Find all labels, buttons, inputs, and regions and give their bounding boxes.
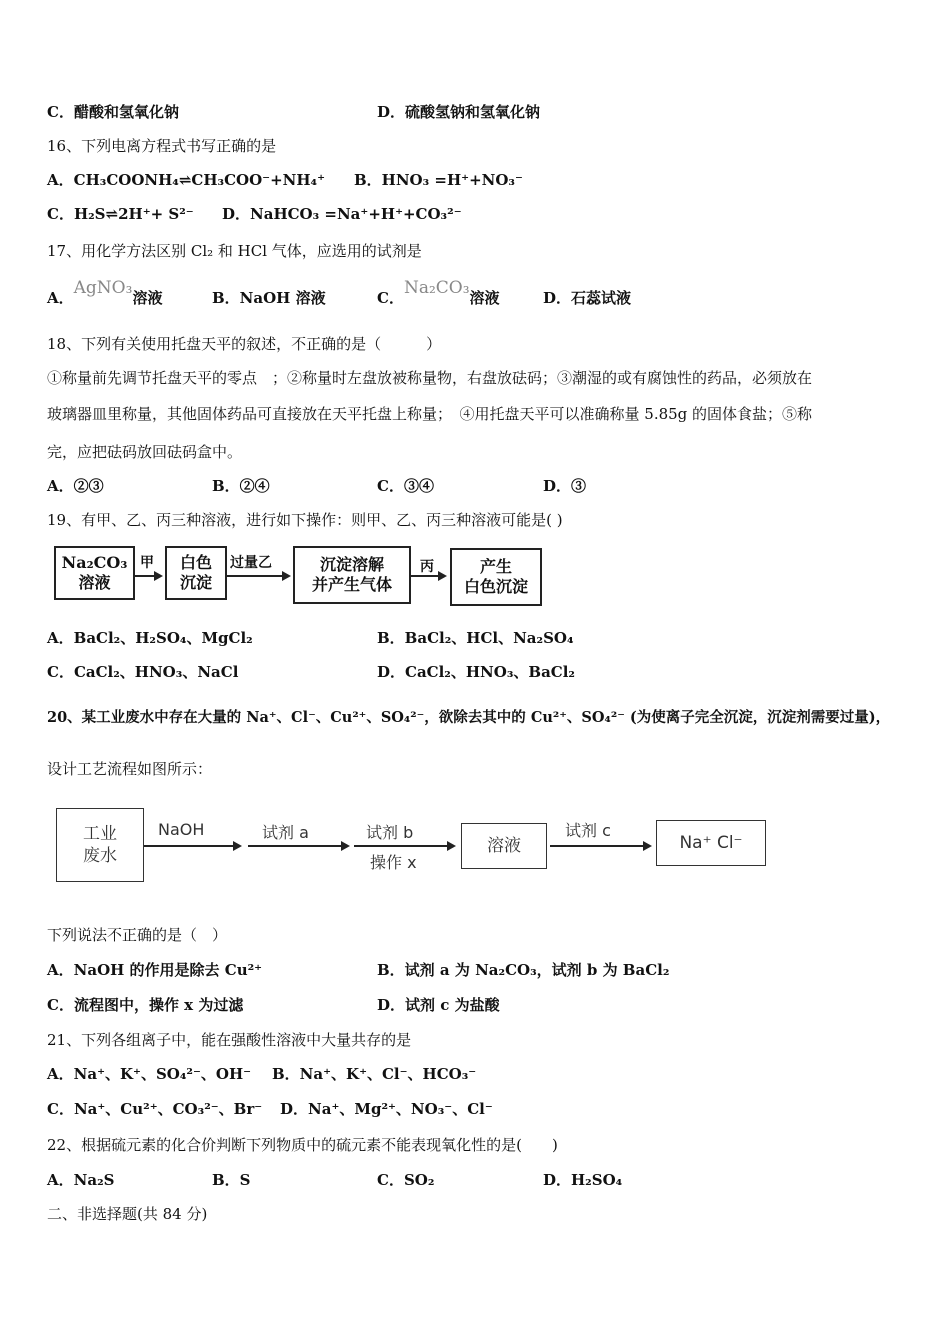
q19-option-b: B．BaCl₂、HCl、Na₂SO₄ xyxy=(377,629,574,647)
q18-line1: ①称量前先调节托盘天平的零点 ；②称量时左盘放被称量物，右盘放砝码；③潮湿的或有腐蚀性的药品，必须放在 xyxy=(47,369,813,387)
arrow-icon xyxy=(225,575,289,577)
q22-stem: 22、根据硫元素的化合价判断下列物质中的硫元素不能表现氧化性的是( ) xyxy=(47,1136,558,1154)
q18-option-d: D．③ xyxy=(543,477,587,495)
flow-label-operation-x: 操作 x xyxy=(370,853,417,872)
suffix: 溶液 xyxy=(132,289,163,307)
flow-label-jia: 甲 xyxy=(140,555,154,571)
q20-question: 下列说法不正确的是（ ） xyxy=(47,926,228,944)
q19-option-c: C．CaCl₂、HNO₃、NaCl xyxy=(47,663,239,681)
q20-option-b: B．试剂 a 为 Na₂CO₃，试剂 b 为 BaCl₂ xyxy=(377,961,670,979)
arrow-icon xyxy=(409,575,445,577)
q22-option-c: C．SO₂ xyxy=(377,1171,435,1189)
flow-label-reagent-a: 试剂 a xyxy=(262,823,309,842)
q19-option-a: A．BaCl₂、H₂SO₄、MgCl₂ xyxy=(47,629,253,647)
q15-option-d: D．硫酸氢钠和氢氧化钠 xyxy=(377,103,541,121)
flow-box-nacl: Na⁺ Cl⁻ xyxy=(656,820,766,866)
q17-option-c xyxy=(377,278,500,308)
arrow-icon xyxy=(354,845,454,847)
flow-box-white-precipitate: 产生 白色沉淀 xyxy=(450,548,542,606)
q18-stem: 18、下列有关使用托盘天平的叙述，不正确的是（ ） xyxy=(47,335,442,353)
q22-option-a: A．Na₂S xyxy=(47,1171,115,1189)
flow-box-dissolve: 沉淀溶解 并产生气体 xyxy=(293,546,411,604)
flow-box-precipitate: 白色 沉淀 xyxy=(165,546,227,600)
q18-line3: 完，应把砝码放回砝码盒中。 xyxy=(47,443,243,461)
q17-option-b: B．NaOH 溶液 xyxy=(212,289,326,307)
flow-label-yi: 过量乙 xyxy=(230,555,272,571)
q16-option-d: D．NaHCO₃ =Na⁺+H⁺+CO₃²⁻ xyxy=(222,205,462,223)
option-letter: C． xyxy=(377,289,404,307)
q17-option-d: D．石蕊试液 xyxy=(543,289,632,307)
option-letter: A． xyxy=(47,289,74,307)
flow-label-bing: 丙 xyxy=(420,559,434,575)
flow-label-naoh: NaOH xyxy=(158,820,205,839)
q21-option-d: D．Na⁺、Mg²⁺、NO₃⁻、Cl⁻ xyxy=(280,1100,493,1118)
section-heading: 二、非选择题(共 84 分) xyxy=(47,1205,208,1223)
q18-option-b: B．②④ xyxy=(212,477,270,495)
flow-box-wastewater: 工业 废水 xyxy=(56,808,144,882)
q21-option-a: A．Na⁺、K⁺、SO₄²⁻、OH⁻ xyxy=(47,1065,252,1083)
q18-line2: 玻璃器皿里称量，其他固体药品可直接放在天平托盘上称量； ④用托盘天平可以准确称量 5.85g 的固体食盐；⑤称 xyxy=(47,405,813,423)
q19-option-d: D．CaCl₂、HNO₃、BaCl₂ xyxy=(377,663,575,681)
formula: Na₂CO₃ xyxy=(403,278,470,298)
arrow-icon xyxy=(133,575,161,577)
arrow-icon xyxy=(144,845,240,847)
q16-stem: 16、下列电离方程式书写正确的是 xyxy=(47,137,277,155)
q17-option-a xyxy=(47,278,163,308)
q20-stem: 20、某工业废水中存在大量的 Na⁺、Cl⁻、Cu²⁺、SO₄²⁻，欲除去其中的 Cu²⁺、SO₄²⁻ (为使离子完全沉淀，沉淀剂需要过量)， xyxy=(47,709,891,726)
flow-label-reagent-b: 试剂 b xyxy=(366,823,414,842)
q20-option-c: C．流程图中，操作 x 为过滤 xyxy=(47,996,244,1014)
q18-option-a: A．②③ xyxy=(47,477,104,495)
q16-option-c: C．H₂S⇌2H⁺+ S²⁻ xyxy=(47,205,194,223)
q16-option-a: A．CH₃COONH₄⇌CH₃COO⁻+NH₄⁺ xyxy=(47,171,326,189)
q22-option-d: D．H₂SO₄ xyxy=(543,1171,623,1189)
formula: AgNO₃ xyxy=(73,278,133,298)
q20-option-d: D．试剂 c 为盐酸 xyxy=(377,996,500,1014)
arrow-icon xyxy=(248,845,348,847)
flow-box-na2co3: Na₂CO₃ 溶液 xyxy=(54,546,135,600)
q17-stem: 17、用化学方法区别 Cl₂ 和 HCl 气体，应选用的试剂是 xyxy=(47,242,422,260)
suffix: 溶液 xyxy=(469,289,500,307)
arrow-icon xyxy=(550,845,650,847)
q16-option-b: B．HNO₃ =H⁺+NO₃⁻ xyxy=(354,171,523,189)
q21-stem: 21、下列各组离子中，能在强酸性溶液中大量共存的是 xyxy=(47,1031,412,1049)
q18-option-c: C．③④ xyxy=(377,477,434,495)
q19-stem: 19、有甲、乙、丙三种溶液，进行如下操作：则甲、乙、丙三种溶液可能是( ) xyxy=(47,511,563,529)
q20-option-a: A．NaOH 的作用是除去 Cu²⁺ xyxy=(47,961,263,979)
q21-option-b: B．Na⁺、K⁺、Cl⁻、HCO₃⁻ xyxy=(272,1065,477,1083)
q22-option-b: B．S xyxy=(212,1171,251,1189)
q21-option-c: C．Na⁺、Cu²⁺、CO₃²⁻、Br⁻ xyxy=(47,1100,263,1118)
q15-option-c: C．醋酸和氢氧化钠 xyxy=(47,103,179,121)
flow-box-solution: 溶液 xyxy=(461,823,547,869)
q20-stem2: 设计工艺流程如图所示： xyxy=(47,760,213,778)
flow-label-reagent-c: 试剂 c xyxy=(565,821,611,840)
